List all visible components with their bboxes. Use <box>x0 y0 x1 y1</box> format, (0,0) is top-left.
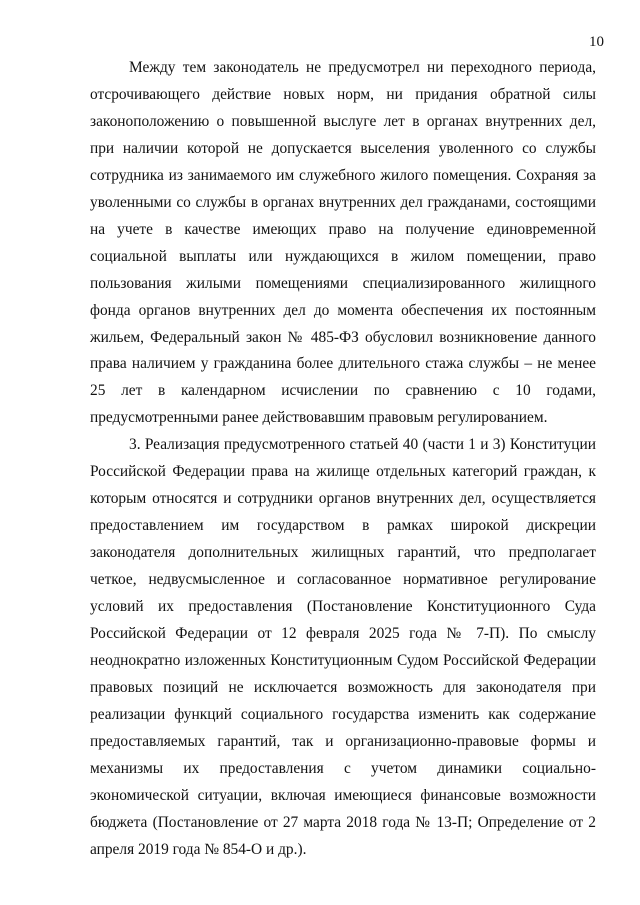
paragraph-transition-period: Между тем законодатель не предусмотрел ни переходного периода, отсрочивающего действие новых норм, ни придания обратной силы законоположению о повышенной выслуге лет в органах внутренних дел, при наличии которой не допускается выселения уволенного со службы сотрудника из занимаемого им служебного жилого помещения. Сохраняя за уволенными со службы в органах внутренних дел гражданами, состоящими на учете в качестве имеющих право на получение единовременной социальной выплаты или нуждающихся в жилом помещении, право пользования жилыми помещениями специализированного жилищного фонда органов внутренних дел до момента обеспечения их постоянным жильем, Федеральный закон № 485-ФЗ обусловил возникновение данного права наличием у гражданина более длительного стажа службы – не менее 25 лет в календарном исчислении по сравнению с 10 годами, предусмотренными ранее действовавшим правовым регулированием. <box>90 59 596 427</box>
paragraph-section-3: 3. Реализация предусмотренного статьей 40 (части 1 и 3) Конституции Российской Федерации права на жилище отдельных категорий граждан, к которым относятся и сотрудники органов внутренних дел, осуществляется предоставлением им государством в рамках широкой дискреции законодателя дополнительных жилищных гарантий, что предполагает четкое, недвусмысленное и согласованное нормативное регулирование условий их предоставления (Постановление Конституционного Суда Российской Федерации от 12 февраля 2025 года № 7-П). По смыслу неоднократно изложенных Конституционным Судом Российской Федерации правовых позиций не исключается возможность для законодателя при реализации функций социального государства изменить как содержание предоставляемых гарантий, так и организационно-правовые формы и механизмы их предоставления с учетом динамики социально-экономической ситуации, включая имеющиеся финансовые возможности бюджета (Постановление от 27 марта 2018 года № 13-П; Определение от 2 апреля 2019 года № 854-О и др.). <box>90 436 596 858</box>
document-body <box>90 55 596 864</box>
page-number: 10 <box>589 34 604 50</box>
